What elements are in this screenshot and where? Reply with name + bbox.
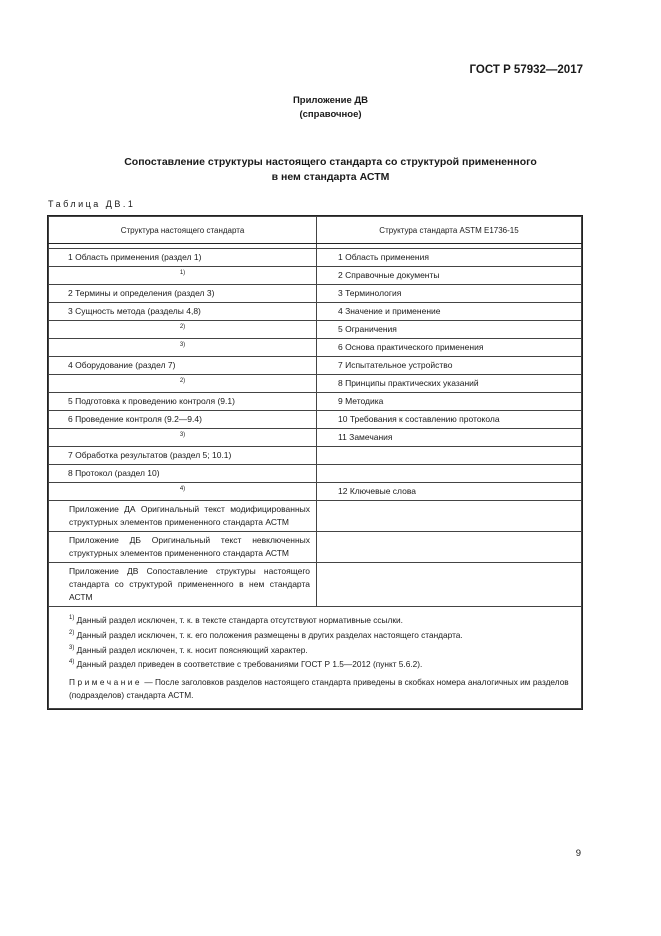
table-row (49, 447, 582, 465)
cell-this-standard: 2 Термины и определения (раздел 3) (49, 285, 317, 303)
document-number: ГОСТ Р 57932—2017 (469, 64, 583, 76)
table-row (49, 501, 582, 532)
cell-this-standard: Приложение ДВ Сопоставление структуры настоящего стандарта со структурой примененного в нем стандарта АСТМ (49, 563, 317, 607)
table-row (49, 375, 582, 393)
table-row (49, 532, 582, 563)
comparison-table (48, 216, 582, 709)
cell-astm-standard: 7 Испытательное устройство (317, 357, 582, 375)
cell-astm-standard: 8 Принципы практических указаний (317, 375, 582, 393)
appendix-subtitle: (справочное) (299, 109, 362, 120)
cell-this-standard: 4) (49, 483, 317, 501)
appendix-title: Приложение ДВ (292, 95, 369, 106)
page-title-line-1: Сопоставление структуры настоящего стандарта со структурой примененного (124, 156, 537, 168)
table-row (49, 357, 582, 375)
footnote (69, 627, 573, 642)
table-row (49, 465, 582, 483)
footnote (69, 656, 573, 671)
cell-astm-standard (317, 465, 582, 483)
cell-astm-standard (317, 532, 582, 563)
table-row (49, 429, 582, 447)
appendix-heading (0, 94, 661, 122)
footnote-mark: 4) (69, 659, 75, 666)
table-caption: Таблица ДВ.1 (48, 199, 136, 209)
cell-astm-standard: 2 Справочные документы (317, 267, 582, 285)
cell-this-standard: Приложение ДБ Оригинальный текст невключенных структурных элементов примененного стандарта АСТМ (49, 532, 317, 563)
header-left-column: Структура настоящего стандарта (49, 217, 317, 244)
table-row (49, 563, 582, 607)
footnote-text: Данный раздел приведен в соответствие с требованиями ГОСТ Р 1.5—2012 (пункт 5.6.2). (76, 659, 423, 670)
cell-astm-standard: 5 Ограничения (317, 321, 582, 339)
footnote-mark: 3) (69, 644, 75, 651)
footnotes-cell (49, 607, 582, 709)
cell-this-standard: 1 Область применения (раздел 1) (49, 249, 317, 267)
footnote-text: Данный раздел исключен, т. к. его положения размещены в других разделах настоящего стандарта. (76, 629, 463, 640)
footnote-mark: 1) (69, 615, 75, 621)
table-row (49, 483, 582, 501)
table-row (49, 321, 582, 339)
table-body (49, 244, 582, 607)
footnote-mark: 2) (69, 629, 75, 636)
cell-this-standard: 3 Сущность метода (разделы 4,8) (49, 303, 317, 321)
table-row (49, 393, 582, 411)
cell-astm-standard: 3 Терминология (317, 285, 582, 303)
table-note (69, 676, 573, 702)
footnote (69, 642, 573, 657)
cell-astm-standard: 10 Требования к составлению протокола (317, 411, 582, 429)
table-row (49, 267, 582, 285)
note-label: Примечание (69, 677, 143, 688)
cell-astm-standard (317, 501, 582, 532)
footnote-text: Данный раздел исключен, т. к. в тексте стандарта отсутствуют нормативные ссылки. (76, 614, 403, 625)
cell-astm-standard: 11 Замечания (317, 429, 582, 447)
note-text: — После заголовков разделов настоящего стандарта приведены в скобках номера аналогичных им разделов (подразделов) стандарта АСТМ. (69, 677, 569, 701)
footnote-text: Данный раздел исключен, т. к. носит поясняющий характер. (76, 644, 308, 655)
header-right-column: Структура стандарта ASTM E1736-15 (317, 217, 582, 244)
cell-astm-standard (317, 563, 582, 607)
cell-this-standard: 2) (49, 321, 317, 339)
footnote (69, 612, 573, 627)
cell-this-standard: 1) (49, 267, 317, 285)
table-row (49, 303, 582, 321)
footnotes-row (49, 607, 582, 709)
cell-this-standard: 2) (49, 375, 317, 393)
cell-this-standard: 7 Обработка результатов (раздел 5; 10.1) (49, 447, 317, 465)
cell-this-standard: 3) (49, 429, 317, 447)
page-number: 9 (575, 848, 581, 859)
table-header-row (49, 217, 582, 244)
cell-this-standard: 8 Протокол (раздел 10) (49, 465, 317, 483)
cell-astm-standard: 12 Ключевые слова (317, 483, 582, 501)
page-title (0, 155, 661, 185)
footnotes-list (69, 612, 573, 671)
table-row (49, 339, 582, 357)
cell-this-standard: 3) (49, 339, 317, 357)
cell-astm-standard (317, 447, 582, 465)
table-row (49, 249, 582, 267)
cell-astm-standard: 6 Основа практического применения (317, 339, 582, 357)
cell-this-standard: 5 Подготовка к проведению контроля (9.1) (49, 393, 317, 411)
comparison-table-frame (47, 215, 583, 710)
cell-this-standard: 4 Оборудование (раздел 7) (49, 357, 317, 375)
cell-astm-standard: 4 Значение и применение (317, 303, 582, 321)
table-row (49, 411, 582, 429)
cell-astm-standard: 9 Методика (317, 393, 582, 411)
cell-astm-standard: 1 Область применения (317, 249, 582, 267)
table-row (49, 285, 582, 303)
cell-this-standard: Приложение ДА Оригинальный текст модифицированных структурных элементов примененного стандарта АСТМ (49, 501, 317, 532)
page-title-line-2: в нем стандарта АСТМ (271, 171, 390, 183)
cell-this-standard: 6 Проведение контроля (9.2—9.4) (49, 411, 317, 429)
